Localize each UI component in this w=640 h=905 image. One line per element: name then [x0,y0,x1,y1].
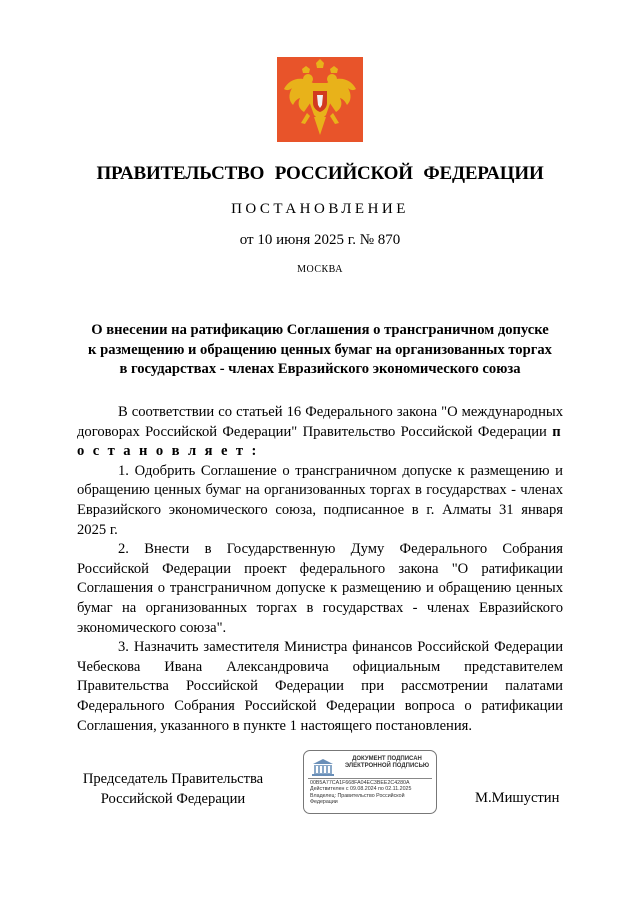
signatory-title-line: Председатель Правительства [82,771,264,787]
signatory-title [78,770,268,809]
document-subject [60,321,580,380]
coat-of-arms-emblem [277,57,363,142]
stamp-title [339,756,435,770]
signatory-title-line: Российской Федерации [100,790,246,807]
document-type: ПОСТАНОВЛЕНИЕ [231,201,409,217]
decree-item: 1. Одобрить Соглашение о трансграничном допуске к размещению и обращению ценных бумаг на организованных торгах в государствах - членах Евразийского экономического союза, подписанное в г. Алматы 31 января 2025 г. [77,462,563,538]
stamp-title-line: ЭЛЕКТРОННОЙ ПОДПИСЬЮ [344,763,430,769]
decree-item: 3. Назначить заместителя Министра финансов Российской Федерации Чебескова Ивана Александровича официальным представителем Правительства Российской Федерации при рассмотрении палатами Федерального Собрания Российской Федерации вопроса о ратификации Соглашения, указанного в пункте 1 настоящего постановления. [77,639,563,734]
subject-line: О внесении на ратификацию Соглашения о трансграничном допуске [91,322,549,338]
stamp-divider [308,778,432,779]
document-date-number: от 10 июня 2025 г. № 870 [239,232,401,248]
stamp-certificate: 00B5A77CA1F668FA04EC3BEE2C4280A [310,780,410,786]
decree-word: п о с т а н о в л я е т : [77,423,564,460]
stamp-owner: Владелец: Правительство Российской [310,792,405,799]
subject-line: в государствах - членах Евразийского экономического союза [119,361,521,377]
stamp-owner: Федерации [310,798,338,805]
government-building-icon [310,756,336,778]
government-title: ПРАВИТЕЛЬСТВО РОССИЙСКОЙ ФЕДЕРАЦИИ [96,163,544,184]
stamp-info [310,780,435,805]
electronic-signature-stamp [303,750,437,814]
document-city: МОСКВА [297,264,343,275]
signatory-name: М.Мишустин [475,790,560,806]
stamp-title-line: ДОКУМЕНТ ПОДПИСАН [352,756,422,762]
preamble-text: В соответствии со статьей 16 Федерального закона "О международных договорах Российской Федерации" Правительство Российской Федерации [77,404,563,440]
preamble-paragraph [77,403,563,462]
subject-line: к размещению и обращению ценных бумаг на организованных торгах [88,341,552,358]
document-body [77,403,563,736]
stamp-validity: Действителен с 09.08.2024 по 02.11.2025 [310,786,412,793]
decree-item: 2. Внести в Государственную Думу Федерального Собрания Российской Федерации проект федерального закона "О ратификации Соглашения о трансграничном допуске к размещению и обращению ценных бумаг на организованных торгах в государствах - членах Евразийского экономического союза". [77,541,563,636]
